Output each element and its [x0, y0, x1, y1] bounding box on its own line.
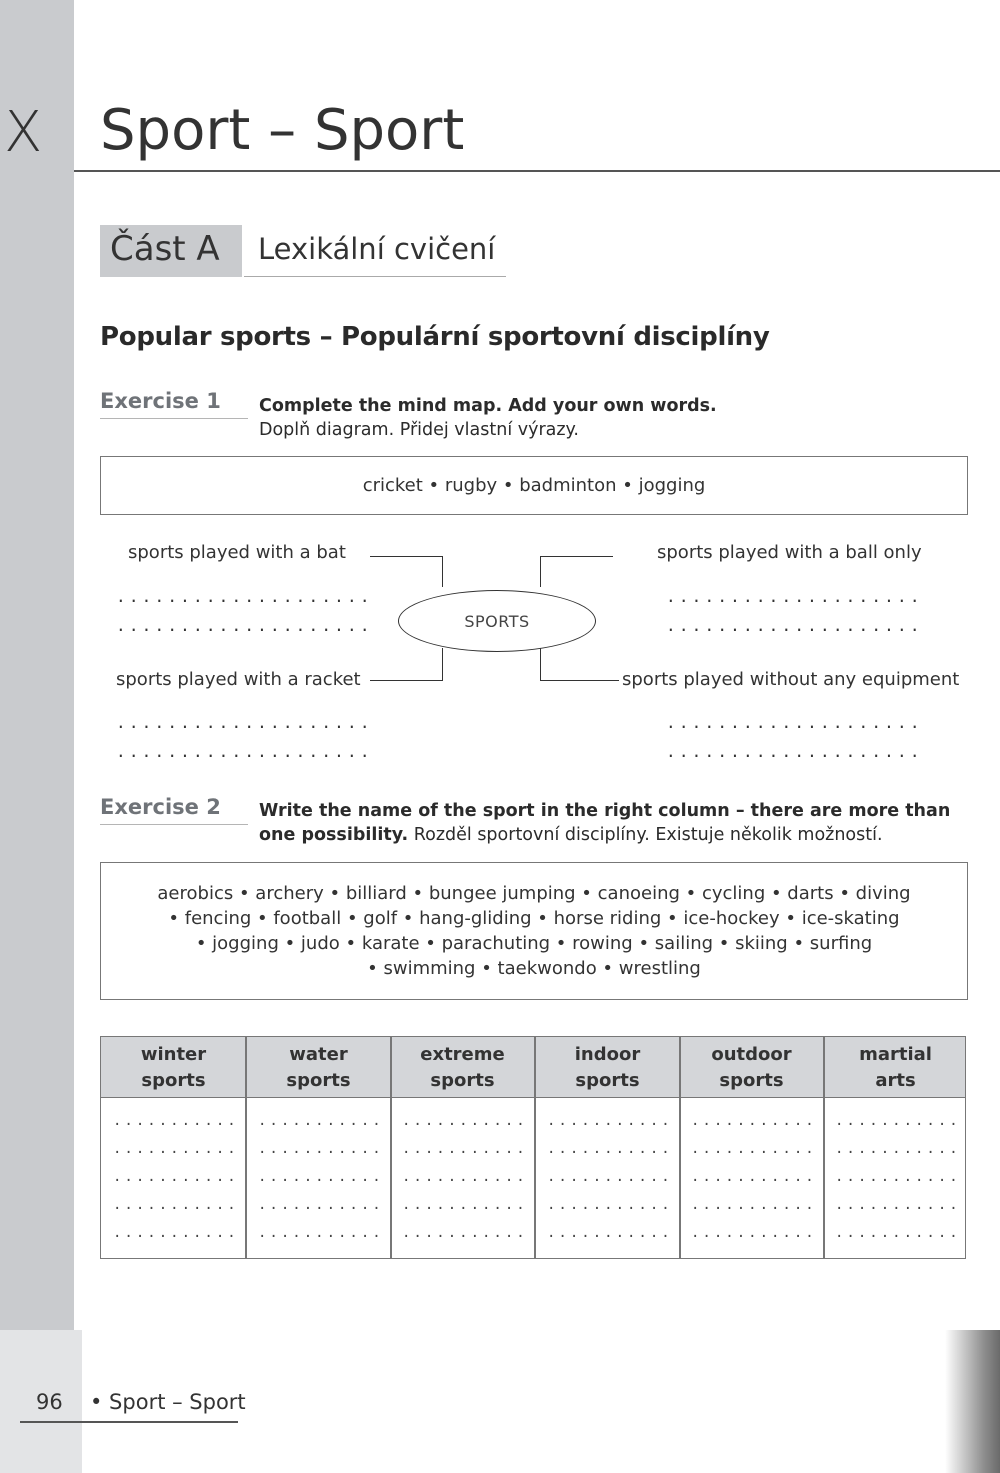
exercise-1-word-bank: [100, 456, 968, 515]
footer-text: • Sport – Sport: [90, 1390, 246, 1414]
page-number: 96: [36, 1390, 63, 1414]
answer-cell[interactable]: ...........: [113, 1113, 239, 1129]
answer-cell[interactable]: ...........: [113, 1169, 239, 1185]
word-bank-text: cricket • rugby • badminton • jogging: [362, 475, 706, 496]
answer-blank-racket-2[interactable]: ....................: [116, 742, 373, 761]
answer-blank-no-equipment-2[interactable]: ....................: [666, 742, 923, 761]
answer-cell[interactable]: ...........: [835, 1169, 961, 1185]
category-bat: sports played with a bat: [128, 542, 346, 563]
answer-cell[interactable]: ...........: [258, 1113, 384, 1129]
hub-label: SPORTS: [464, 611, 530, 631]
answer-cell[interactable]: ...........: [835, 1113, 961, 1129]
answer-cell[interactable]: ...........: [113, 1197, 239, 1213]
category-ball-only: sports played with a ball only: [657, 542, 922, 563]
answer-cell[interactable]: ...........: [113, 1225, 239, 1241]
column-header-martial: martial arts: [859, 1044, 932, 1091]
answer-cell[interactable]: ...........: [402, 1113, 528, 1129]
answer-cell[interactable]: ...........: [258, 1169, 384, 1185]
answer-cell[interactable]: ...........: [402, 1169, 528, 1185]
exercise-1-instruction: [259, 394, 717, 442]
exercise-2-label: Exercise 2: [100, 795, 221, 819]
exercise-2-instruction-cz: Rozděl sportovní disciplíny. Existuje několik možností.: [413, 825, 883, 845]
sports-category-table: [100, 1036, 966, 1259]
answer-cell[interactable]: ...........: [835, 1197, 961, 1213]
connector-bottom-left: [370, 648, 443, 681]
answer-blank-racket-1[interactable]: ....................: [116, 713, 373, 732]
exercise-1-instruction-en: Complete the mind map. Add your own words.: [259, 396, 717, 416]
answer-cell[interactable]: ...........: [691, 1113, 817, 1129]
exercise-2-underline: [100, 824, 248, 825]
exercise-1-label: Exercise 1: [100, 389, 221, 413]
answer-cell[interactable]: ...........: [547, 1169, 673, 1185]
answer-cell[interactable]: ...........: [547, 1225, 673, 1241]
exercise-2-instruction-en: Write the name of the sport in the right column – there are more than one possibility.: [259, 801, 951, 845]
answer-blank-bat-1[interactable]: ....................: [116, 587, 373, 606]
answer-cell[interactable]: ...........: [547, 1113, 673, 1129]
answer-cell[interactable]: ...........: [113, 1141, 239, 1157]
connector-top-left: [370, 556, 443, 587]
answer-cell[interactable]: ...........: [402, 1141, 528, 1157]
answer-cell[interactable]: ...........: [691, 1169, 817, 1185]
word-bank-line: • jogging • judo • karate • parachuting • rowing • sailing • skiing • surfing: [195, 933, 873, 954]
answer-cell[interactable]: ...........: [835, 1141, 961, 1157]
footer-divider: [20, 1421, 238, 1423]
exercise-1-instruction-cz: Doplň diagram. Přidej vlastní výrazy.: [259, 420, 579, 440]
answer-blank-ball-1[interactable]: ....................: [666, 587, 923, 606]
answer-cell[interactable]: ...........: [547, 1141, 673, 1157]
answer-cell[interactable]: ...........: [691, 1141, 817, 1157]
answer-blank-bat-2[interactable]: ....................: [116, 616, 373, 635]
answer-cell[interactable]: ...........: [402, 1197, 528, 1213]
left-margin-band: [0, 0, 74, 1330]
answer-cell[interactable]: ...........: [691, 1197, 817, 1213]
exercise-2-instruction: [259, 799, 959, 847]
mind-map-hub: [398, 590, 596, 652]
connector-top-right: [540, 556, 613, 587]
section-title: Popular sports – Populární sportovní disciplíny: [100, 322, 770, 352]
part-title: Lexikální cvičení: [258, 232, 496, 266]
column-header-extreme: extreme sports: [420, 1044, 505, 1091]
answer-cell[interactable]: ...........: [691, 1225, 817, 1241]
page-edge-shadow: [945, 1330, 1000, 1473]
part-label: Část A: [110, 229, 220, 269]
answer-cell[interactable]: ...........: [402, 1225, 528, 1241]
column-header-water: water sports: [286, 1044, 351, 1091]
column-header-indoor: indoor sports: [574, 1044, 641, 1091]
word-bank-line: • swimming • taekwondo • wrestling: [367, 958, 701, 979]
answer-blank-ball-2[interactable]: ....................: [666, 616, 923, 635]
answer-cell[interactable]: ...........: [258, 1225, 384, 1241]
answer-cell[interactable]: ...........: [835, 1225, 961, 1241]
title-divider: [74, 170, 1000, 172]
exercise-2-word-bank: [100, 862, 968, 1000]
answer-cell[interactable]: ...........: [547, 1197, 673, 1213]
answer-cell[interactable]: ...........: [258, 1197, 384, 1213]
answer-blank-no-equipment-1[interactable]: ....................: [666, 713, 923, 732]
exercise-1-underline: [100, 418, 248, 419]
column-header-outdoor: outdoor sports: [711, 1044, 792, 1091]
word-bank-line: aerobics • archery • billiard • bungee jumping • canoeing • cycling • darts • diving: [157, 883, 911, 904]
connector-bottom-right: [540, 648, 619, 681]
category-no-equipment: sports played without any equipment: [622, 669, 960, 690]
answer-cell[interactable]: ...........: [258, 1141, 384, 1157]
page-title: Sport – Sport: [100, 98, 465, 163]
chapter-number: X: [4, 100, 43, 165]
column-header-winter: winter sports: [140, 1044, 207, 1091]
part-divider: [244, 276, 506, 277]
category-racket: sports played with a racket: [116, 669, 361, 690]
word-bank-line: • fencing • football • golf • hang-gliding • horse riding • ice-hockey • ice-skating: [168, 908, 900, 929]
